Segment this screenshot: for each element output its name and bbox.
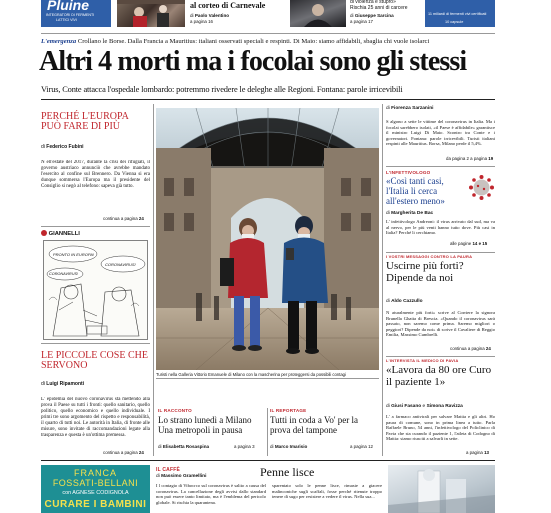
overline-text: Crollano le Borse. Dalla Francia a Mauritius: italiani osservati speciali e respinti. Di Maio: siamo affidabili, sbaglia chi vuole isolarci: [77, 38, 430, 45]
intervista-author-1: Giusi Fasano: [391, 404, 422, 409]
intervista-kicker: L'INTERVISTA IL MEDICO DI PAVIA: [386, 358, 459, 363]
carnival-photo-icon: [117, 0, 185, 27]
photo-caption: Turisti nella Galleria Vittorio Emanuele di Milano con la mascherina per proteggersi da possibili contagi: [156, 372, 346, 377]
right-divider-3: [386, 356, 495, 357]
teaser-2-line2: Rischia 25 anni di carcere: [350, 5, 408, 11]
teaser-1-author: Paolo Valentino: [194, 13, 230, 18]
messaggi-author: Aldo Cazzullo: [391, 299, 423, 304]
teaser-2-author-line: di Giuseppe Sarcina: [350, 13, 394, 18]
bottom-divider: [41, 460, 495, 461]
infettivologo-kicker: L'INFETTIVOLOGO: [386, 170, 431, 175]
overline: [41, 38, 501, 45]
book-author-2: FOSSATI-BELLANI: [52, 478, 139, 488]
piccole-body: L' epidemia del nuovo coronavirus sta mettendo alla prova il Paese su tutti i fronti: quello sanitario, quello politico, quello economico e quello individuale. I primi tre sono argomento del rispetto e responsabilità, il quarto di tutti noi. Le autorità in Italia, di fronte alle misure, sono invitate di raccomandazioni legate alla trasparenza e questa è un'ottima premessa.: [41, 397, 150, 438]
article-infettivologo[interactable]: [386, 168, 495, 250]
story-1-kicker: IL RACCONTO: [158, 408, 192, 413]
editorial-author-line: di Federico Fubini: [41, 144, 84, 150]
story-2-author: Marco Imarisio: [274, 444, 308, 449]
headline-divider: [41, 99, 495, 100]
book-ad[interactable]: [41, 465, 150, 513]
promo-tagline-2: LATTICI VIVI: [56, 18, 77, 22]
caffe[interactable]: [156, 465, 384, 513]
teaser-1-photo: [117, 0, 185, 27]
top-divider: [41, 33, 495, 34]
left-divider-2: [41, 343, 150, 344]
infettivologo-author: Margherita De Bac: [391, 211, 434, 216]
teaser-2-photo: [290, 0, 346, 27]
promo-right-line2: 10 capsule: [445, 20, 464, 24]
messaggi-kicker: I VOSTRI MESSAGGI CONTRO LA PAURA: [386, 254, 473, 259]
messaggi-body: N aturalmente più forti» scrive al Corriere la signora Brunella Ghatta di Brescia. «Quando il coronavirus sarà passato, non saremo come prima. Saremo migliori o peggiori? Dipende da noi» di scrive il Cavaliere di Reggio Emilia, Massimo Cumbrelli.: [386, 310, 495, 338]
teaser-2-line1: di violenza e stupro»: [350, 0, 396, 5]
caffe-body-1: I l contagio di Vibocrco sul coronavirus è salito a causa del coronavirus. La cancellazione degli avvisi dallo standard non può essere tanto limitato, ma è l'emblema del pericolo globale. Si rischia la quarantena.: [156, 483, 266, 505]
story-2-page: a pagina 12: [350, 444, 373, 449]
piccole-author: Luigi Ripamonti: [46, 381, 85, 387]
promo-banner-right[interactable]: [425, 0, 495, 27]
cartoon-brand: GIANNELLI: [48, 231, 80, 237]
center-vrule: [267, 408, 268, 456]
editorial-author: Federico Fubini: [46, 144, 84, 150]
right-col-rule: [382, 104, 383, 456]
piccole-title: LE PICCOLE COSE CHE SERVONO: [41, 350, 148, 371]
promo-brand: Pluine: [47, 0, 90, 13]
intervista-author-2: Simona Ravizza: [426, 404, 463, 409]
caffe-body-2: sparentato solo le penne lisce, rimaste a giacere malinconiche sugli scaffali, fosse perché ritenute troppo tenere di sugo per resistere a vedere il virus. Nella sua...: [272, 483, 382, 500]
article-intervista[interactable]: [386, 358, 495, 458]
sarzanini-continue: da pagina 2 a pagina 19: [446, 156, 494, 161]
infettivologo-title: «Così tanti casi, l'Italia li cerca all'estero meno»: [386, 176, 445, 206]
story-2-author-line: di Marco Imarisio: [270, 444, 308, 449]
sarzanini-author-line: di Fiorenza Sarzanini: [386, 106, 434, 111]
intervista-continue: a pagina 13: [466, 450, 489, 455]
teaser-1-title: al corteo di Carnevale: [190, 1, 266, 10]
messaggi-continue: continua a pagina 24: [450, 346, 491, 351]
virus-icon: [468, 174, 495, 201]
teaser-1[interactable]: [188, 0, 286, 27]
piccole-continue: continua a pagina 24: [103, 450, 144, 455]
infettivologo-body: L' infettivologo Andreoni: il virus arrivato dal sud, ma va al nervo, per le più venti hanno tutto dove. Più casi in Italia? Perché li cerchiamo.: [386, 219, 495, 236]
editorial-body: N ell'estate del 2017, durante la crisi dei rifugiati, il governo austriaco annunciò che avrebbe mandato l'esercito al confine sul Brennero. Da Vienna si era dunque sommersa l'Europa ma il presidente del Consiglio si negò al telefono: sapeva già tutto.: [41, 160, 150, 189]
teaser-1-page: a pagina 16: [190, 19, 213, 24]
story-1-title: Lo strano lunedì a Milano Una metropoli in pausa: [158, 415, 252, 435]
story-2-title: Tutti in coda a Vo' per la prova del tampone: [270, 415, 358, 435]
right-divider-2: [386, 252, 495, 253]
teaser-1-author-line: di Paolo Valentino: [190, 13, 230, 18]
teaser-2[interactable]: [348, 0, 422, 27]
promo-banner-left[interactable]: [41, 0, 111, 27]
article-sarzanini[interactable]: [386, 106, 495, 166]
intervista-author-line: di Giusi Fasano e Simona Ravizza: [386, 404, 463, 409]
editorial-title: PERCHÉ L'EUROPA PUÒ FARE DI PIÙ: [41, 111, 129, 132]
caffe-title: Penne lisce: [260, 465, 315, 479]
left-col-rule: [153, 104, 154, 456]
article-messaggi[interactable]: [386, 254, 495, 354]
bottom-right-photo[interactable]: [388, 465, 495, 513]
portrait-photo-icon: [290, 0, 346, 27]
book-with: con AGNESE CODIGNOLA: [62, 490, 129, 496]
main-headline[interactable]: Altri 4 morti ma i focolai sono gli stessi: [39, 46, 467, 77]
caffe-kicker: IL CAFFÈ: [156, 467, 181, 473]
editorial-fubini[interactable]: [41, 104, 150, 226]
story-racconto[interactable]: [156, 380, 265, 456]
cartoon-dot-icon: [41, 230, 47, 236]
subhead: Virus, Conte attacca l'ospedale lombardo: potremmo rivedere le deleghe alle Regioni. Fontana: parole irricevibili: [41, 85, 403, 94]
story-2-kicker: IL REPORTAGE: [270, 408, 307, 413]
medical-staff-photo-icon: [388, 465, 495, 513]
caffe-author: Massimo Gramellini: [161, 474, 207, 479]
book-author-1: FRANCA: [73, 468, 117, 478]
story-reportage[interactable]: [270, 380, 379, 456]
galleria-photo-icon: [156, 108, 379, 370]
teaser-2-page: a pagina 17: [350, 19, 373, 24]
promo-tagline-1: INTEGRATORI DI FERMENTI: [46, 13, 95, 17]
messaggi-title: Uscirne più forti? Dipende da noi: [386, 260, 464, 284]
story-1-page: a pagina 3: [234, 444, 255, 449]
infettivologo-continue: alle pagine 14 e 15: [450, 241, 488, 246]
intervista-body: L' a farmaco antivirali per salvare Mattia e gli altri. Ho paura di comune, sono in prima linea a tutto. Parla Raffaele Bruno, 54 anni, l'infettivologo del Policlinico di Pavia che sta curando il paziente 1, l'atleta di Codogno di Mattia: siamo riusciti a salvarli in sette.: [386, 414, 495, 442]
cartoon[interactable]: [41, 229, 150, 343]
infettivologo-author-line: di Margherita De Bac: [386, 211, 434, 216]
sarzanini-author: Fiorenza Sarzanini: [391, 106, 434, 111]
story-1-author-line: di Elisabetta Rosaspina: [158, 444, 210, 449]
cartoon-brand-line: [41, 230, 80, 237]
story-1-author: Elisabetta Rosaspina: [162, 444, 210, 449]
piccole-author-line: di Luigi Ripamonti: [41, 381, 85, 387]
center-divider: [156, 378, 379, 379]
messaggi-author-line: di Aldo Cazzullo: [386, 299, 423, 304]
cartoon-bubble-3: CORONAVIRUS!: [49, 272, 79, 276]
book-title: CURARE I BAMBINI: [44, 499, 147, 510]
promo-right-line1: 11 miliardi di fermenti vivi certificati: [428, 12, 487, 16]
overline-kicker: L'emergenza: [41, 38, 77, 45]
main-photo[interactable]: [156, 108, 379, 370]
cartoon-bubble-1: PRONTO IN EUROPA!: [53, 252, 94, 257]
right-divider-1: [386, 166, 495, 167]
left-divider-1: [41, 226, 150, 227]
piccole-cose[interactable]: [41, 346, 150, 458]
caffe-author-line: di Massimo Gramellini: [156, 474, 207, 479]
cartoon-bubble-2: CORONAVIRUS!: [105, 262, 136, 267]
sarzanini-body: S algono a sette le vittime del coronavirus in Italia. Ma i focolai sarebbero isolati, «il Paese è affidabile» garantisce il ministro Luigi Di Maio. Scontro tra Conte e i governatori. Fontana: parole irricevibili. Turisti italiani respinti alle Mauritius. Borsa, Milano perde il 5,4%.: [386, 119, 495, 147]
teaser-2-author: Giuseppe Sarcina: [354, 13, 394, 18]
editorial-continue: continua a pagina 24: [103, 216, 144, 221]
intervista-title: «Lavora da 80 ore Curo il paziente 1»: [386, 364, 492, 388]
